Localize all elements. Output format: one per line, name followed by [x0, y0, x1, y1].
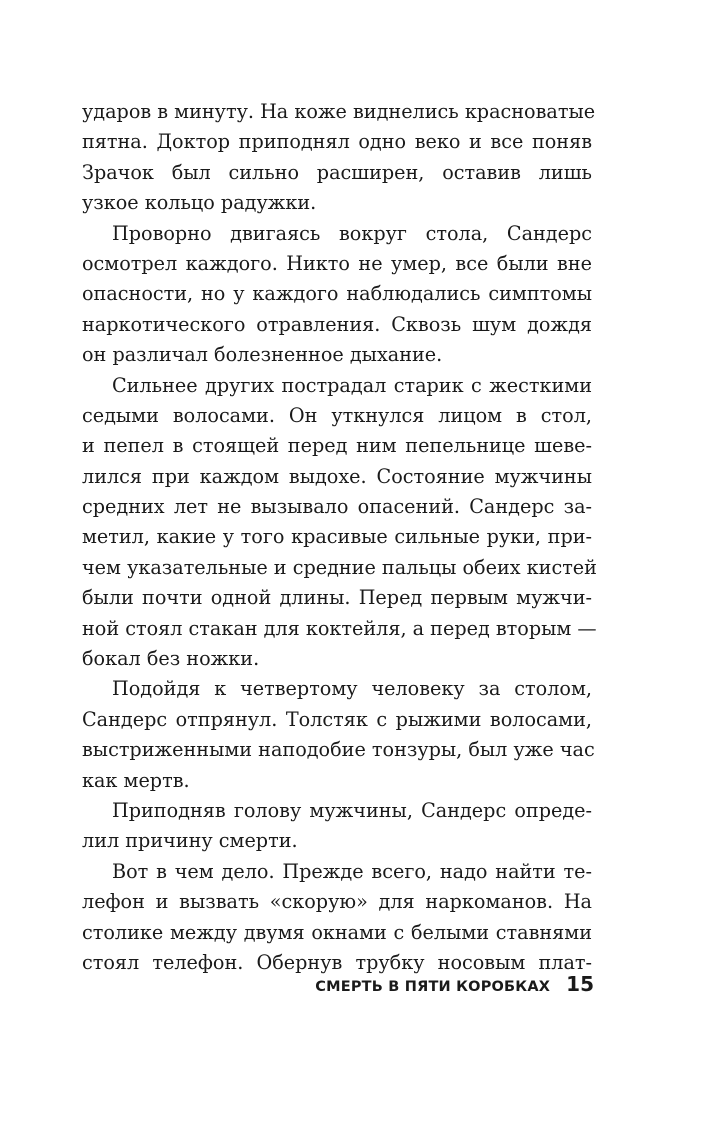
- text-line: ной стоял стакан для коктейля, а перед вторым —: [82, 616, 597, 640]
- text-line: Сандерс отпрянул. Толстяк с рыжими волосами,: [82, 707, 592, 731]
- text-line: чем указательные и средние пальцы обеих кистей: [82, 555, 597, 579]
- text-line: стоял телефон. Обернув трубку носовым плат-: [82, 950, 592, 974]
- text-line: лился при каждом выдохе. Состояние мужчины: [82, 464, 592, 488]
- text-line: и пепел в стоящей перед ним пепельнице шеве-: [82, 434, 592, 458]
- paragraph-start-line: Подойдя к четвертому человеку за столом,: [112, 677, 592, 701]
- text-line: столике между двумя окнами с белыми ставнями: [82, 920, 592, 944]
- text-line: узкое кольцо радужки.: [82, 191, 317, 215]
- text-line: средних лет не вызывало опасений. Сандерс за-: [82, 495, 592, 519]
- page-footer: [82, 972, 594, 996]
- text-line: он различал болезненное дыхание.: [82, 343, 443, 367]
- text-line: выстриженными наподобие тонзуры, был уже час: [82, 738, 595, 762]
- page-number: 15: [566, 972, 594, 996]
- body-text: [82, 97, 597, 978]
- text-line: пятна. Доктор приподнял одно веко и все поняв: [82, 130, 592, 154]
- paragraph-start-line: Приподняв голову мужчины, Сандерс опреде-: [112, 798, 592, 822]
- paragraph-start-line: Вот в чем дело. Прежде всего, надо найти те-: [112, 859, 592, 883]
- text-line: как мертв.: [82, 768, 190, 792]
- text-line: седыми волосами. Он уткнулся лицом в стол,: [82, 403, 592, 427]
- text-line: бокал без ножки.: [82, 647, 260, 671]
- text-line: метил, какие у того красивые сильные руки, при-: [82, 525, 592, 549]
- text-line: осмотрел каждого. Никто не умер, все были вне: [82, 251, 592, 275]
- text-line: лефон и вызвать «скорую» для наркоманов. На: [82, 890, 592, 914]
- text-line: ударов в минуту. На коже виднелись красноватые: [82, 100, 596, 123]
- paragraph-start-line: Проворно двигаясь вокруг стола, Сандерс: [112, 221, 592, 245]
- text-line: опасности, но у каждого наблюдались симптомы: [82, 282, 592, 306]
- running-title: СМЕРТЬ В ПЯТИ КОРОБКАХ: [315, 979, 551, 995]
- paragraph-start-line: Сильнее других пострадал старик с жесткими: [112, 373, 592, 397]
- text-line: наркотического отравления. Сквозь шум дождя: [82, 312, 592, 336]
- text-line: были почти одной длины. Перед первым мужчи-: [82, 586, 592, 610]
- text-line: лил причину смерти.: [82, 829, 298, 853]
- text-line: Зрачок был сильно расширен, оставив лишь: [82, 160, 592, 184]
